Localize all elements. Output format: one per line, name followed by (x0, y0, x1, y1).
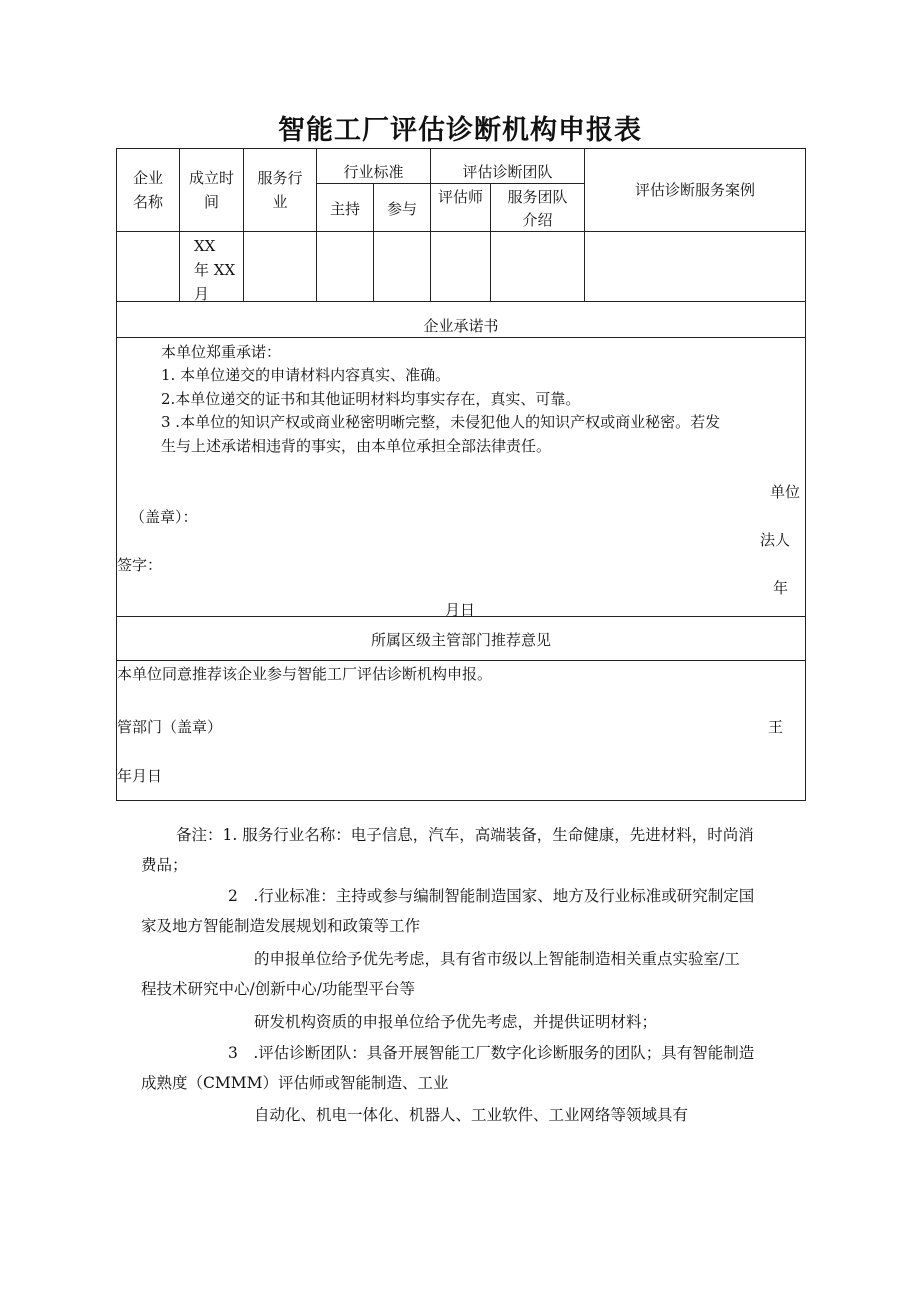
header-team-intro-1: 服务团队 (507, 188, 568, 206)
note-line-4: 的申报单位给予优先考虑，具有省市级以上智能制造相关重点实验室/工 (254, 950, 740, 968)
header-team-intro-2: 介绍 (522, 211, 553, 229)
legal-person-label: 法人 (760, 531, 791, 549)
commitment-line-4: 生与上述承诺相违背的事实，由本单位承担全部法律责任。 (161, 437, 552, 455)
note-line-5: 程技术研究中心/创新中心/功能型平台等 (141, 980, 415, 998)
commitment-line-0: 本单位郑重承诺： (161, 343, 282, 361)
header-service-industry-1: 服务行 (257, 169, 303, 187)
header-diag-team: 评估诊断团队 (462, 163, 553, 181)
founded-value-3: 月 (194, 285, 210, 303)
note-line-9: 自动化、机电一体化、机器人、工业软件、工业网络等领域具有 (254, 1106, 689, 1124)
founded-value-2: 年 XX (194, 261, 236, 279)
note-line-2: 2 .行业标准：主持或参与编制智能制造国家、地方及行业标准或研究制定国 (228, 887, 755, 905)
header-participate: 参与 (386, 200, 417, 218)
header-company-name-2: 名称 (132, 193, 163, 211)
year-label: 年 (773, 579, 789, 597)
king-label: 王 (768, 718, 784, 736)
header-assessor: 评估师 (437, 188, 483, 206)
month-day-label: 月日 (445, 601, 476, 619)
commitment-line-3: 3 .本单位的知识产权或商业秘密明晰完整，未侵犯他人的知识产权或商业秘密。若发 (161, 413, 721, 431)
recommendation-text: 本单位同意推荐该企业参与智能工厂评估诊断机构申报。 (117, 665, 493, 683)
seal-label: （盖章）： (130, 508, 198, 526)
founded-value-1: XX (194, 237, 216, 255)
header-founded-1: 成立时 (188, 169, 234, 187)
sign-label: 签字： (117, 556, 163, 574)
page-title: 智能工厂评估诊断机构申报表 (278, 115, 642, 146)
header-founded-2: 间 (203, 193, 219, 211)
header-host: 主持 (329, 200, 360, 218)
recommendation-heading: 所属区级主管部门推荐意见 (370, 631, 551, 649)
commitment-heading: 企业承诺书 (423, 317, 499, 335)
note-line-6: 研发机构资质的申报单位给予优先考虑，并提供证明材料； (254, 1013, 658, 1031)
note-line-1: 费品； (141, 856, 188, 874)
recommendation-date: 年月日 (117, 767, 163, 785)
note-line-7: 3 .评估诊断团队：具备开展智能工厂数字化诊断服务的团队；具有智能制造 (228, 1044, 755, 1062)
note-line-0: 备注：1. 服务行业名称：电子信息，汽车，高端装备，生命健康，先进材料，时尚消 (176, 826, 754, 844)
header-industry-standard: 行业标准 (343, 163, 404, 181)
commitment-line-1: 1. 本单位递交的申请材料内容真实、准确。 (161, 366, 451, 384)
unit-label: 单位 (770, 483, 801, 501)
commitment-line-2: 2.本单位递交的证书和其他证明材料均事实存在，真实、可靠。 (161, 390, 581, 408)
header-service-industry-2: 业 (272, 193, 288, 211)
note-line-8: 成熟度（CMMM）评估师或智能制造、工业 (141, 1074, 449, 1092)
header-service-cases: 评估诊断服务案例 (634, 181, 755, 199)
dept-seal-label: 管部门（盖章） (117, 718, 223, 736)
header-company-name-1: 企业 (132, 169, 163, 187)
note-line-3: 家及地方智能制造发展规划和政策等工作 (141, 917, 421, 935)
